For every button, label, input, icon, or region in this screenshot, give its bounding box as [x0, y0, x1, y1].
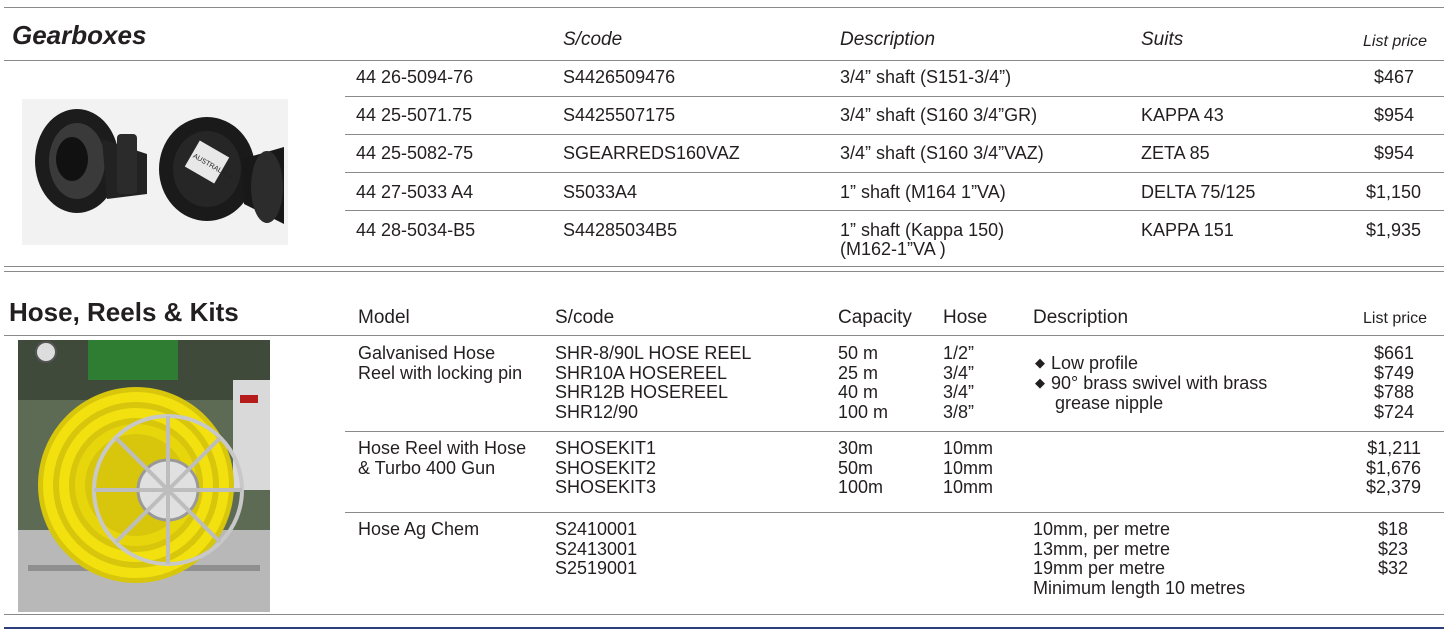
- model: Hose Ag Chem: [358, 519, 480, 539]
- hose-size-list: 10mm 10mm 10mm: [943, 438, 994, 497]
- part-number: 44 25-5082-75: [356, 143, 474, 163]
- hose-size-list: 1/2” 3/4” 3/4” 3/8”: [943, 343, 975, 422]
- price-list: $1,211 $1,676 $2,379: [1365, 438, 1421, 497]
- price: $467: [1373, 67, 1414, 87]
- description: 1” shaft (M164 1”VA): [840, 182, 1006, 202]
- header-description: Description: [1033, 307, 1129, 328]
- gearbox-photo: [22, 99, 288, 245]
- scode: S5033A4: [563, 182, 638, 202]
- price-list: $661 $749 $788 $724: [1373, 343, 1414, 422]
- bullet-text: 90° brass swivel with brass: [1051, 373, 1268, 393]
- header-capacity: Capacity: [838, 307, 912, 328]
- price: $954: [1373, 143, 1414, 163]
- scode-list: SHR-8/90L HOSE REEL SHR10A HOSEREEL SHR12B HOSEREEL SHR12/90: [555, 343, 752, 422]
- model: Galvanised Hose Reel with locking pin: [358, 343, 523, 383]
- suits: KAPPA 43: [1141, 105, 1224, 125]
- header-hose: Hose: [943, 307, 988, 328]
- row-divider: [345, 172, 1444, 173]
- gearbox-header-rule: [4, 60, 1444, 61]
- scode-list: S2410001 S2413001 S2519001: [555, 519, 638, 578]
- scode: S4425507175: [563, 105, 676, 125]
- row-divider: [345, 431, 1444, 432]
- description-list: 10mm, per metre 13mm, per metre 19mm per metre Minimum length 10 metres: [1033, 519, 1246, 598]
- scode-list: SHOSEKIT1 SHOSEKIT2 SHOSEKIT3: [555, 438, 657, 497]
- description: 3/4” shaft (S160 3/4”VAZ): [840, 143, 1044, 163]
- price: $1,935: [1365, 220, 1421, 240]
- header-description: Description: [840, 29, 936, 50]
- hose-reel-photo: [18, 340, 270, 612]
- bullet-low-profile: [1035, 354, 1138, 375]
- header-scode: S/code: [555, 307, 615, 328]
- bullet-brass-swivel: [1035, 374, 1267, 395]
- price: $954: [1373, 105, 1414, 125]
- suits: KAPPA 151: [1141, 220, 1234, 240]
- part-number: 44 28-5034-B5: [356, 220, 476, 240]
- section-divider-2: [4, 271, 1444, 272]
- description-line2: (M162-1”VA ): [840, 239, 946, 259]
- header-model: Model: [358, 307, 410, 328]
- header-list-price: List price: [1363, 310, 1428, 327]
- price: $1,150: [1365, 182, 1421, 202]
- top-rule: [4, 7, 1444, 8]
- header-suits: Suits: [1141, 29, 1184, 50]
- section-title-hose: Hose, Reels & Kits: [9, 297, 239, 327]
- description: 3/4” shaft (S160 3/4”GR): [840, 105, 1038, 125]
- gearbox-brand-label: AUSTRALIAN: [191, 152, 234, 181]
- model: Hose Reel with Hose & Turbo 400 Gun: [358, 438, 527, 478]
- suits: DELTA 75/125: [1141, 182, 1256, 202]
- gearbox-image: [22, 99, 288, 245]
- description: 3/4” shaft (S151-3/4”): [840, 67, 1012, 87]
- capacity-list: 50 m 25 m 40 m 100 m: [838, 343, 889, 422]
- capacity-list: 30m 50m 100m: [838, 438, 884, 497]
- page-bottom-rule: [4, 627, 1444, 629]
- row-divider: [345, 96, 1444, 97]
- description: 1” shaft (Kappa 150): [840, 220, 1005, 240]
- part-number: 44 27-5033 A4: [356, 182, 474, 202]
- scode: S44285034B5: [563, 220, 678, 240]
- row-divider: [345, 210, 1444, 211]
- header-list-price: List price: [1363, 33, 1428, 50]
- scode: SGEARREDS160VAZ: [563, 143, 740, 163]
- hose-reel-image: [18, 340, 270, 612]
- section-title-gearboxes: Gearboxes: [12, 20, 147, 50]
- row-divider: [345, 134, 1444, 135]
- bullet-text: Low profile: [1051, 353, 1139, 373]
- suits: ZETA 85: [1141, 143, 1210, 163]
- row-divider: [345, 512, 1444, 513]
- part-number: 44 25-5071.75: [356, 105, 473, 125]
- section-divider-1: [4, 266, 1444, 267]
- scode: S4426509476: [563, 67, 676, 87]
- bullet-continuation: grease nipple: [1055, 393, 1164, 413]
- section-end-rule: [4, 614, 1444, 615]
- hose-header-rule: [4, 335, 1444, 336]
- price-list: $18 $23 $32: [1377, 519, 1408, 578]
- header-scode: S/code: [563, 29, 623, 50]
- part-number: 44 26-5094-76: [356, 67, 474, 87]
